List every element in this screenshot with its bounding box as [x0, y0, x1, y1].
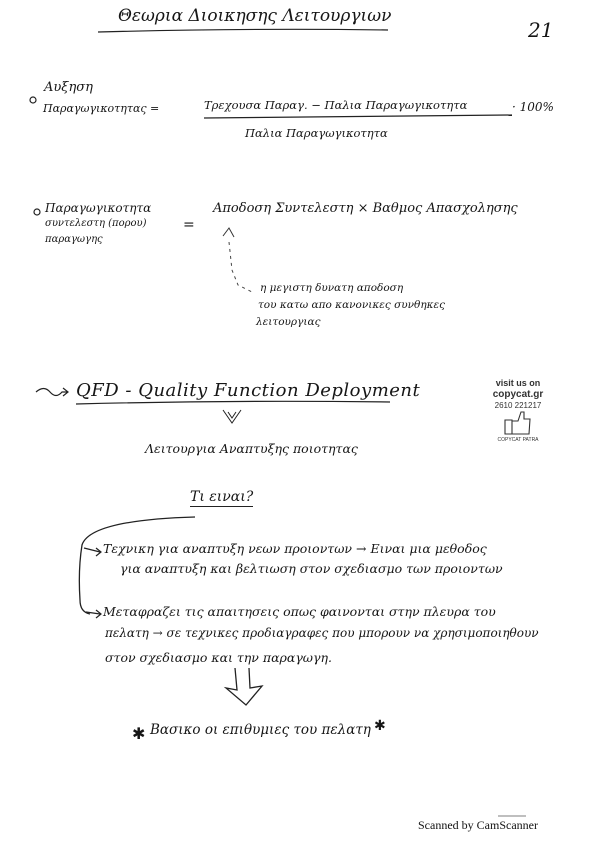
- big-down-arrow-icon: [226, 668, 262, 705]
- fraction-denominator: Παλια Παραγωγικοτητα: [245, 126, 388, 140]
- qfd-question: Τι ειναι?: [190, 489, 254, 505]
- qfd-translation: Λειτουργια Αναπτυξης ποιοτητας: [145, 441, 358, 456]
- qfd-title: QFD - Quality Function Deployment: [76, 380, 421, 401]
- scanner-footer: Scanned by CamScanner: [418, 818, 538, 832]
- qfd-point1-line2: για αναπτυξη και βελτιωση στον σχεδιασμο των προιοντων: [120, 561, 503, 576]
- down-arrow-icon: [223, 410, 241, 423]
- increase-lhs: Παραγωγικοτητας =: [43, 102, 160, 115]
- thumbs-up-icon: [505, 412, 530, 434]
- factor-note-line3: λειτουργιας: [256, 316, 321, 328]
- factor-lhs-line2: συντελεστη (πορου): [45, 218, 147, 229]
- qfd-conclusion: Βασικο οι επιθυμιες του πελατη: [150, 722, 371, 738]
- qfd-point2-line2: πελατη → σε τεχνικες προδιαγραφες που μπορουν να χρησιμοποιηθουν: [105, 626, 539, 640]
- fraction-numerator: Τρεχουσα Παραγ. − Παλια Παραγωγικοτητα: [204, 98, 468, 112]
- qfd-point2-line1: Μεταφραζει τις απαιτησεις οπως φαινονται στην πλευρα του: [103, 604, 496, 619]
- qfd-point2-line3: στον σχεδιασμο και την παραγωγη.: [105, 650, 332, 665]
- factor-lhs-line1: Παραγωγικοτητα: [45, 201, 152, 215]
- fraction-multiplier: · 100%: [512, 100, 554, 114]
- qfd-conclusion-star-right: ✱: [374, 718, 386, 734]
- qfd-point1-line1: Τεχνικη για αναπτυξη νεων προιοντων → Ειναι μια μεθοδος: [103, 541, 487, 556]
- copycat-ad-line4: COPYCAT PATRA: [497, 437, 539, 443]
- arrow-up-icon: [223, 228, 234, 237]
- factor-lhs-line3: παραγωγης: [45, 234, 103, 245]
- copycat-ad-line2: copycat.gr: [492, 389, 544, 400]
- bullet-icon: [34, 209, 40, 215]
- factor-rhs: Αποδοση Συντελεστη × Βαθμος Απασχολησης: [213, 201, 518, 216]
- qfd-conclusion-star-left: ✱: [132, 724, 146, 743]
- page-title: Θεωρια Διοικησης Λειτουργιων: [118, 6, 392, 26]
- factor-note-line2: του κατω απο κανονικες συνθηκες: [258, 299, 446, 311]
- copycat-ad-line3: 2610 221217: [494, 401, 542, 410]
- bullet-icon: [30, 97, 36, 103]
- page-number: 21: [528, 18, 554, 42]
- wavy-arrow-icon: [36, 388, 68, 396]
- factor-note-line1: η μεγιστη δυνατη αποδοση: [260, 282, 404, 294]
- increase-heading: Αυξηση: [44, 80, 93, 95]
- copycat-ad-line1: visit us on: [495, 378, 541, 388]
- factor-equals: =: [183, 217, 195, 233]
